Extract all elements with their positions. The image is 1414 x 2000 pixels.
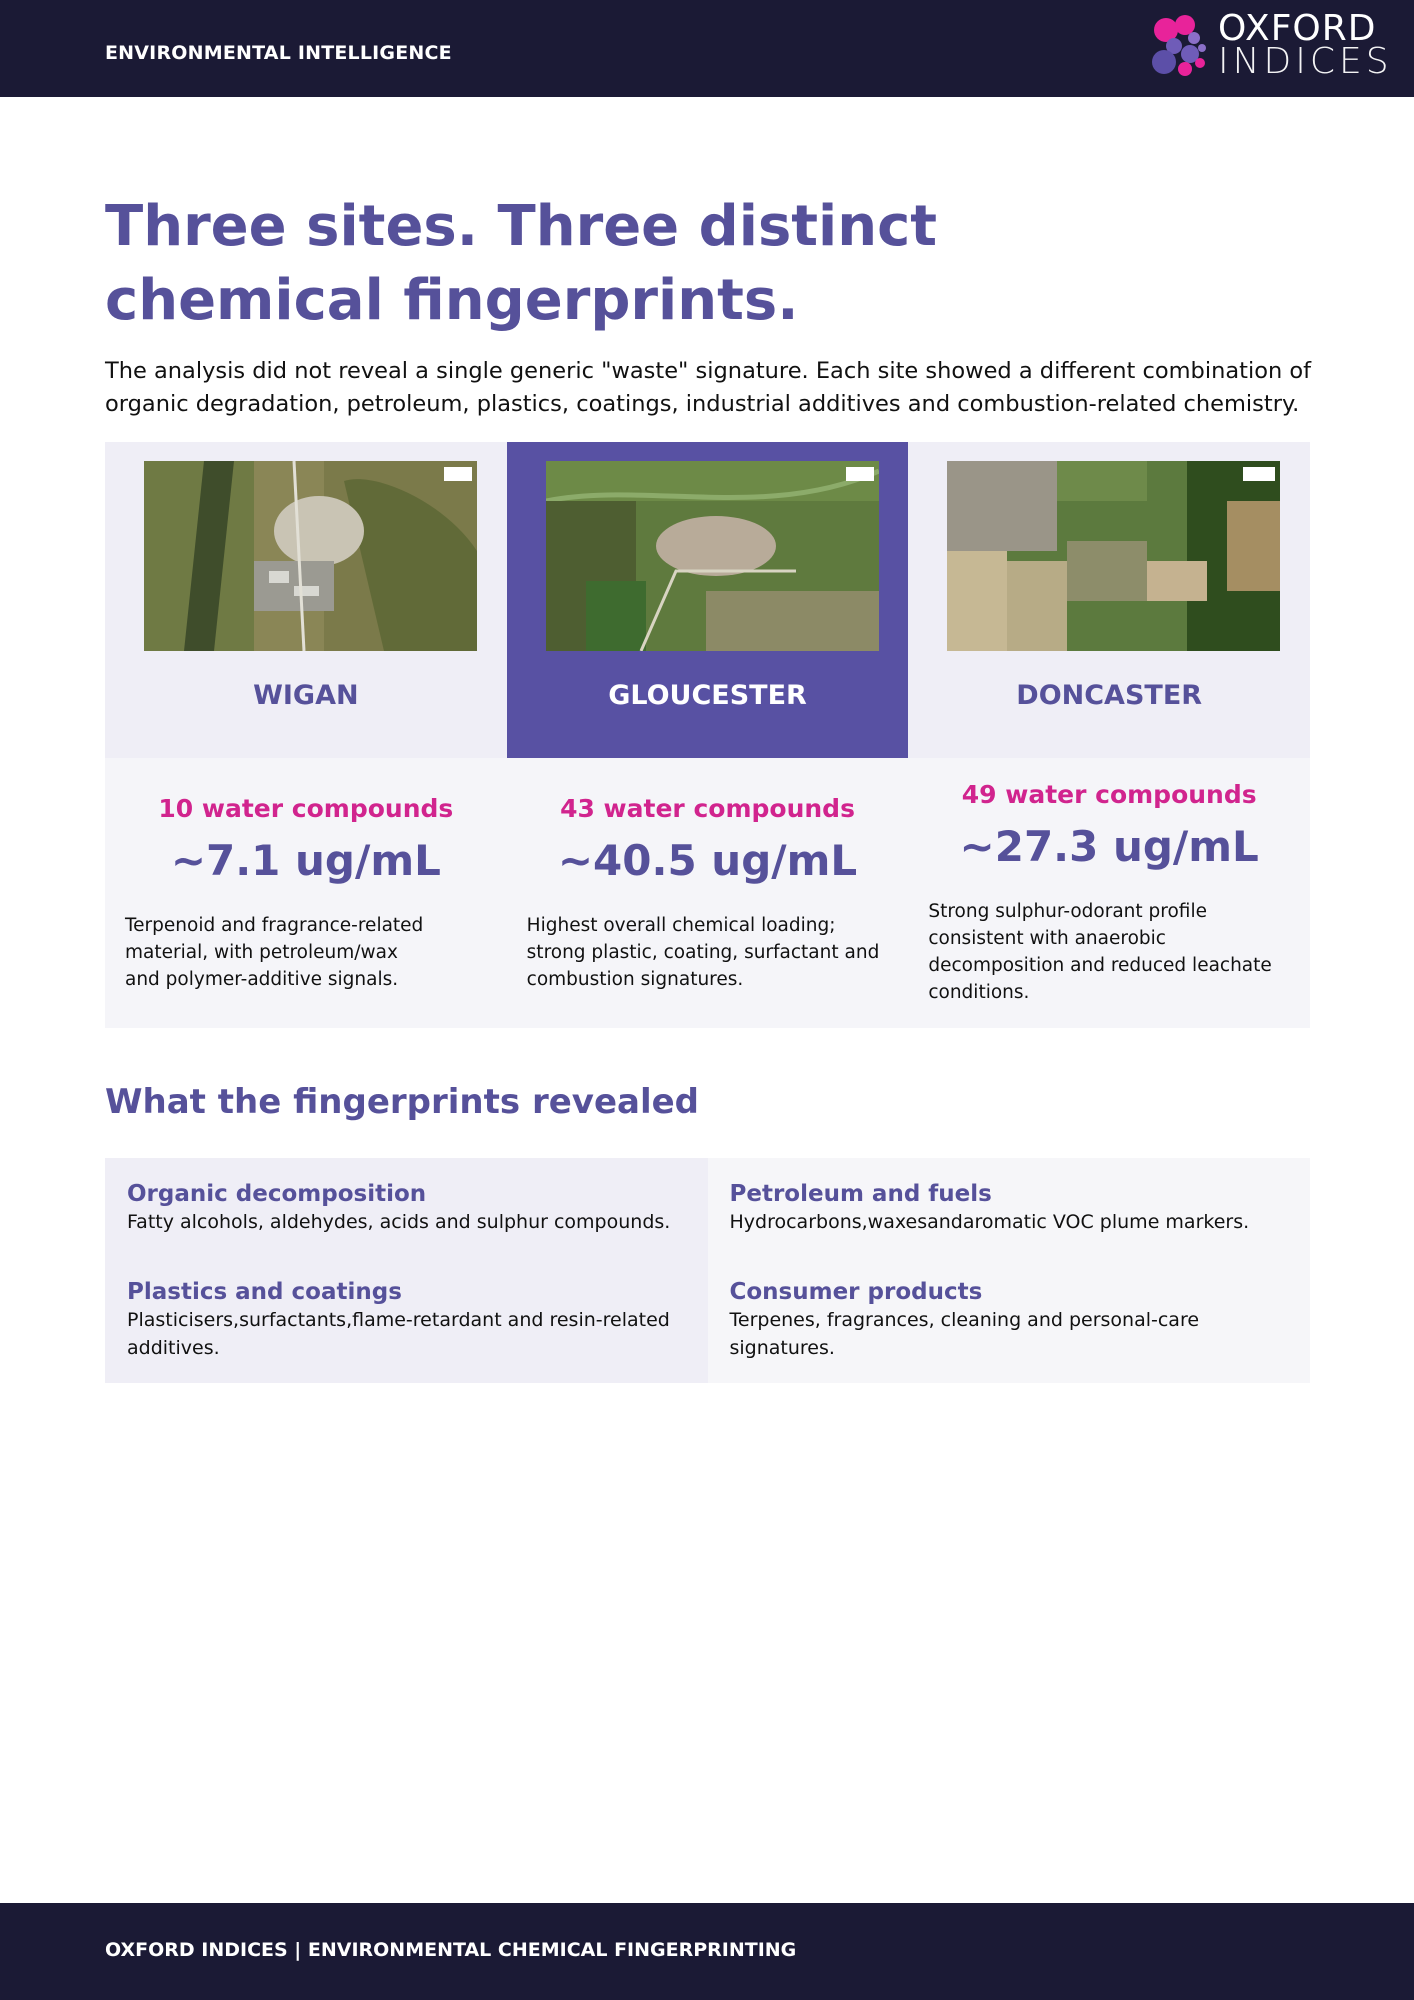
finding-heading: Petroleum and fuels	[729, 1181, 992, 1207]
oxford-indices-logo	[1150, 10, 1400, 80]
finding-heading: Organic decomposition	[127, 1181, 427, 1207]
footer-text: OXFORD INDICES | ENVIRONMENTAL CHEMICAL FINGERPRINTING	[105, 1939, 797, 1961]
site-name: WIGAN	[253, 680, 359, 711]
findings-column-right	[708, 1158, 1311, 1383]
finding-organic-decomposition	[127, 1180, 687, 1236]
section-heading: What the fingerprints revealed	[105, 1082, 700, 1122]
findings-panel	[105, 1158, 1310, 1383]
footer-bar	[0, 1903, 1414, 2000]
section-label: ENVIRONMENTAL INTELLIGENCE	[105, 42, 452, 64]
aerial-photo-doncaster	[947, 461, 1280, 651]
site-name: GLOUCESTER	[608, 680, 807, 711]
compound-count: 10 water compounds	[158, 794, 454, 823]
site-card-wigan	[105, 442, 507, 758]
logo-line-1: OXFORD	[1218, 8, 1377, 49]
logo-line-2: INDICES	[1218, 41, 1393, 82]
concentration: ~40.5 ug/mL	[557, 836, 858, 885]
top-bar	[0, 0, 1414, 97]
finding-heading: Consumer products	[729, 1279, 983, 1305]
finding-body: Hydrocarbons,waxesandaromatic VOC plume markers.	[729, 1211, 1250, 1233]
concentration: ~27.3 ug/mL	[959, 822, 1259, 871]
finding-body: Fatty alcohols, aldehydes, acids and sulphur compounds.	[127, 1211, 671, 1233]
site-description: Highest overall chemical loading; strong plastic, coating, surfactant and combustion signatures.	[526, 915, 880, 990]
compound-count: 43 water compounds	[560, 794, 855, 823]
site-description: Strong sulphur-odorant profile consistent with anaerobic decomposition and reduced leachate conditions.	[928, 901, 1272, 1003]
intro-paragraph: The analysis did not reveal a single generic "waste" signature. Each site showed a different combination of organic degradation, petroleum, plastics, coatings, industrial additives and combustion-related chemistry.	[105, 358, 1312, 417]
finding-plastics-coatings	[127, 1278, 687, 1362]
finding-body: Terpenes, fragrances, cleaning and personal-care signatures.	[729, 1309, 1200, 1359]
site-cards	[105, 442, 1310, 758]
stat-doncaster	[908, 758, 1310, 1028]
site-card-gloucester	[507, 442, 909, 758]
compound-count: 49 water compounds	[961, 780, 1257, 809]
finding-consumer-products	[730, 1278, 1250, 1362]
concentration: ~7.1 ug/mL	[170, 836, 441, 885]
stat-wigan	[105, 758, 507, 1028]
site-stats	[105, 758, 1310, 1028]
finding-body: Plasticisers,surfactants,flame-retardant and resin-related additives.	[127, 1309, 670, 1359]
site-card-doncaster	[908, 442, 1310, 758]
aerial-photo-gloucester	[546, 461, 879, 651]
stat-gloucester	[507, 758, 909, 1028]
findings-column-left	[105, 1158, 708, 1383]
site-description: Terpenoid and fragrance-related material, with petroleum/wax and polymer-additive signals.	[125, 915, 424, 990]
logo-wordmark	[1218, 8, 1393, 82]
logo-dots-icon	[1150, 10, 1216, 80]
page-title: Three sites. Three distinct chemical fingerprints.	[105, 194, 938, 333]
aerial-photo-wigan	[144, 461, 477, 651]
finding-heading: Plastics and coatings	[127, 1279, 402, 1305]
finding-petroleum-fuels	[730, 1180, 1290, 1236]
site-name: DONCASTER	[1016, 680, 1203, 711]
